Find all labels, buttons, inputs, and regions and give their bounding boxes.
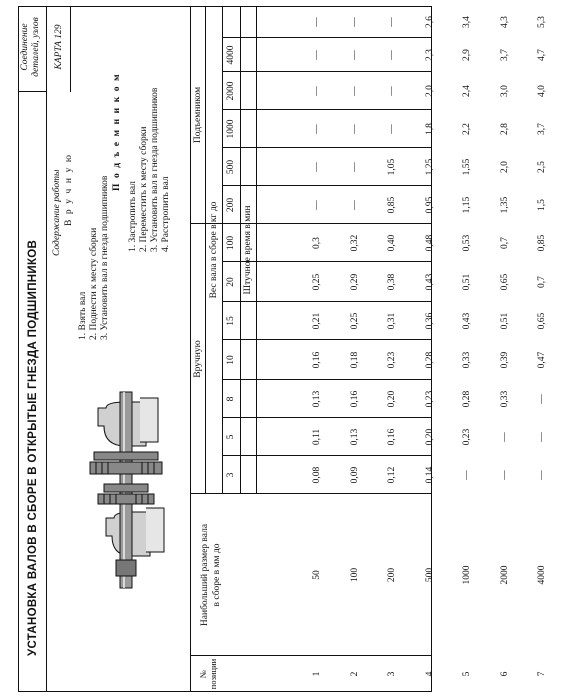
hoist-step-3: 3. Установить вал в гнезда подшипников <box>150 87 160 252</box>
position-cell: 1 <box>312 671 322 677</box>
position-cell: 5 <box>462 671 472 677</box>
time-cell: 0,53 <box>462 234 472 252</box>
weight-values-bottom-line <box>240 6 241 494</box>
time-cell: 2,3 <box>424 49 435 61</box>
time-cell: 4,7 <box>537 49 547 61</box>
time-cell: — <box>349 162 360 172</box>
time-cell: 0,20 <box>424 428 435 446</box>
position-cell: 2 <box>349 671 360 677</box>
time-cell: 2,0 <box>499 161 510 173</box>
shaft-assembly-illustration <box>54 386 184 596</box>
time-column <box>286 262 574 302</box>
time-cell: 2,0 <box>424 85 435 97</box>
size-cell: 4000 <box>537 565 547 585</box>
time-cell: 0,39 <box>499 351 510 369</box>
time-cell: 0,16 <box>387 428 397 446</box>
weight-value: 10 <box>226 355 236 365</box>
weight-value: 200 <box>226 197 236 213</box>
time-cell: — <box>387 17 397 27</box>
time-cell: 1,8 <box>424 123 435 135</box>
time-cell: 0,13 <box>349 428 360 446</box>
time-cell: 0,23 <box>462 428 472 446</box>
position-cell: 4 <box>424 671 435 677</box>
hoist-step-1: 1. Застропить вал <box>128 181 138 252</box>
time-cell: 0,13 <box>312 390 322 408</box>
time-cell: 0,51 <box>499 312 510 330</box>
position-column <box>286 656 574 692</box>
time-column <box>286 302 574 340</box>
time-column <box>286 456 574 494</box>
weight-value: 1000 <box>226 119 236 139</box>
size-cell: 50 <box>312 570 322 580</box>
header-divider <box>18 91 46 92</box>
time-header-bottom-line <box>256 6 257 494</box>
time-cell: — <box>312 86 322 96</box>
time-cell: 0,51 <box>462 273 472 291</box>
time-cell: — <box>312 162 322 172</box>
card-number: КАРТА 129 <box>54 24 64 70</box>
table-top-line <box>190 6 191 692</box>
time-cell: 0,11 <box>312 428 322 446</box>
time-cell: 0,33 <box>499 390 510 408</box>
time-column <box>286 38 574 72</box>
manual-step-3: 3. Установить вал в гнезда подшипников <box>100 175 110 340</box>
time-cell: — <box>312 50 322 60</box>
category-label-2: деталей, узлов <box>31 17 41 77</box>
time-cell: 0,40 <box>387 234 397 252</box>
time-cell: 0,7 <box>537 276 547 288</box>
hoist-group-header: Подъемником <box>193 86 203 144</box>
header-bottom-line <box>46 6 47 692</box>
size-column <box>286 494 574 656</box>
time-cell: 2,5 <box>537 161 547 173</box>
time-cell: 0,16 <box>312 351 322 369</box>
time-cell: 0,31 <box>387 312 397 330</box>
time-cell: 0,3 <box>312 237 322 249</box>
time-cell: 3,7 <box>499 49 510 61</box>
time-cell: 0,14 <box>424 466 435 484</box>
time-cell: — <box>499 432 510 442</box>
weight-value: 100 <box>226 235 236 251</box>
weight-value: 20 <box>226 277 236 287</box>
time-cell: — <box>537 432 547 442</box>
manual-step-1: 1. Взять вал <box>78 291 88 340</box>
weight-value: 5 <box>226 434 236 440</box>
time-cell: 3,0 <box>499 85 510 97</box>
time-column <box>286 418 574 456</box>
category-label-1: Соединение <box>20 23 30 71</box>
weight-values-top-line <box>222 6 223 494</box>
manual-title: В р у ч н у ю <box>64 153 74 226</box>
position-cell: 3 <box>387 671 397 677</box>
time-cell: 0,43 <box>424 273 435 291</box>
card-rule <box>70 6 71 92</box>
position-header: № позиции <box>198 658 218 690</box>
time-cell: 0,65 <box>537 312 547 330</box>
size-cell: 200 <box>387 567 397 583</box>
work-heading: Содержание работы <box>52 169 62 256</box>
time-cell: 0,48 <box>424 234 435 252</box>
weight-header: Вес вала в сборе в кг до <box>209 201 219 299</box>
time-header: Штучное время в мин <box>243 205 253 295</box>
time-cell: 0,12 <box>387 466 397 484</box>
size-header-line-2: в сборе в мм до <box>212 543 222 607</box>
time-column <box>286 224 574 262</box>
time-cell: 0,28 <box>462 390 472 408</box>
time-cell: 0,33 <box>462 351 472 369</box>
time-column <box>286 380 574 418</box>
time-cell: — <box>312 124 322 134</box>
time-column <box>286 340 574 380</box>
time-column <box>286 186 574 224</box>
time-column <box>286 148 574 186</box>
time-cell: 0,20 <box>387 390 397 408</box>
time-cell: 4,3 <box>499 16 510 28</box>
time-cell: 1,15 <box>462 196 472 214</box>
time-cell: — <box>387 124 397 134</box>
time-cell: — <box>349 17 360 27</box>
time-cell: 0,25 <box>349 312 360 330</box>
time-cell: 0,95 <box>424 196 435 214</box>
time-column <box>286 72 574 110</box>
time-cell: 0,23 <box>424 390 435 408</box>
time-cell: 5,3 <box>537 16 547 28</box>
weight-value: 15 <box>226 316 236 326</box>
time-cell: — <box>387 86 397 96</box>
time-cell: — <box>349 86 360 96</box>
time-cell: — <box>349 200 360 210</box>
time-cell: 1,05 <box>387 158 397 176</box>
time-cell: 0,08 <box>312 466 322 484</box>
time-cell: 0,38 <box>387 273 397 291</box>
time-cell: 0,28 <box>424 351 435 369</box>
time-cell: 0,65 <box>499 273 510 291</box>
position-cell: 7 <box>537 671 547 677</box>
time-cell: 0,09 <box>349 466 360 484</box>
time-cell: 1,25 <box>424 158 435 176</box>
time-cell: 1,55 <box>462 158 472 176</box>
time-cell: 2,9 <box>462 49 472 61</box>
time-cell: — <box>349 124 360 134</box>
time-cell: 0,25 <box>312 273 322 291</box>
time-cell: 2,8 <box>499 123 510 135</box>
size-cell: 100 <box>349 567 360 583</box>
page-title: УСТАНОВКА ВАЛОВ В СБОРЕ В ОТКРЫТЫЕ ГНЕЗДА ПОДШИПНИКОВ <box>27 239 39 656</box>
time-cell: 0,16 <box>349 390 360 408</box>
time-cell: 0,36 <box>424 312 435 330</box>
time-cell: 0,21 <box>312 312 322 330</box>
weight-value: 4000 <box>226 45 236 65</box>
group-header-line <box>205 6 206 494</box>
time-cell: 0,85 <box>387 196 397 214</box>
time-cell: 0,29 <box>349 273 360 291</box>
size-header-line-1: Наибольший размер вала <box>200 523 210 627</box>
time-cell: — <box>462 470 472 480</box>
time-cell: — <box>312 200 322 210</box>
hoist-step-4: 4. Расстропить вал <box>161 176 171 252</box>
size-cell: 500 <box>424 567 435 583</box>
time-cell: 0,43 <box>462 312 472 330</box>
time-cell: 0,47 <box>537 351 547 369</box>
hoist-title: П о д ъ е м н и к о м <box>112 72 122 191</box>
time-cell: 1,5 <box>537 199 547 211</box>
time-cell: — <box>312 17 322 27</box>
time-cell: 3,7 <box>537 123 547 135</box>
size-cell: 1000 <box>462 565 472 585</box>
manual-step-2: 2. Поднести к месту сборки <box>89 227 99 340</box>
time-cell: 0,23 <box>387 351 397 369</box>
time-cell: 0,7 <box>499 237 510 249</box>
weight-value: 500 <box>226 159 236 175</box>
time-cell: — <box>537 470 547 480</box>
time-cell: 0,18 <box>349 351 360 369</box>
time-cell: 3,4 <box>462 16 472 28</box>
time-cell: — <box>349 50 360 60</box>
position-cell: 6 <box>499 671 510 677</box>
weight-value: 8 <box>226 396 236 402</box>
time-cell: 4,0 <box>537 85 547 97</box>
time-cell: — <box>537 394 547 404</box>
time-cell: 2,4 <box>462 85 472 97</box>
time-cell: 2,6 <box>424 16 435 28</box>
weight-value: 2000 <box>226 81 236 101</box>
time-cell: — <box>499 470 510 480</box>
time-cell: 0,85 <box>537 234 547 252</box>
time-cell: 0,32 <box>349 234 360 252</box>
time-cell: — <box>387 50 397 60</box>
time-cell: 1,35 <box>499 196 510 214</box>
manual-group-header: Вручную <box>193 340 203 378</box>
time-column <box>286 6 574 38</box>
hoist-step-2: 2. Переместить к месту сборки <box>139 126 149 252</box>
size-cell: 2000 <box>499 565 510 585</box>
time-column <box>286 110 574 148</box>
weight-value: 3 <box>226 472 236 478</box>
time-cell: 2,2 <box>462 123 472 135</box>
